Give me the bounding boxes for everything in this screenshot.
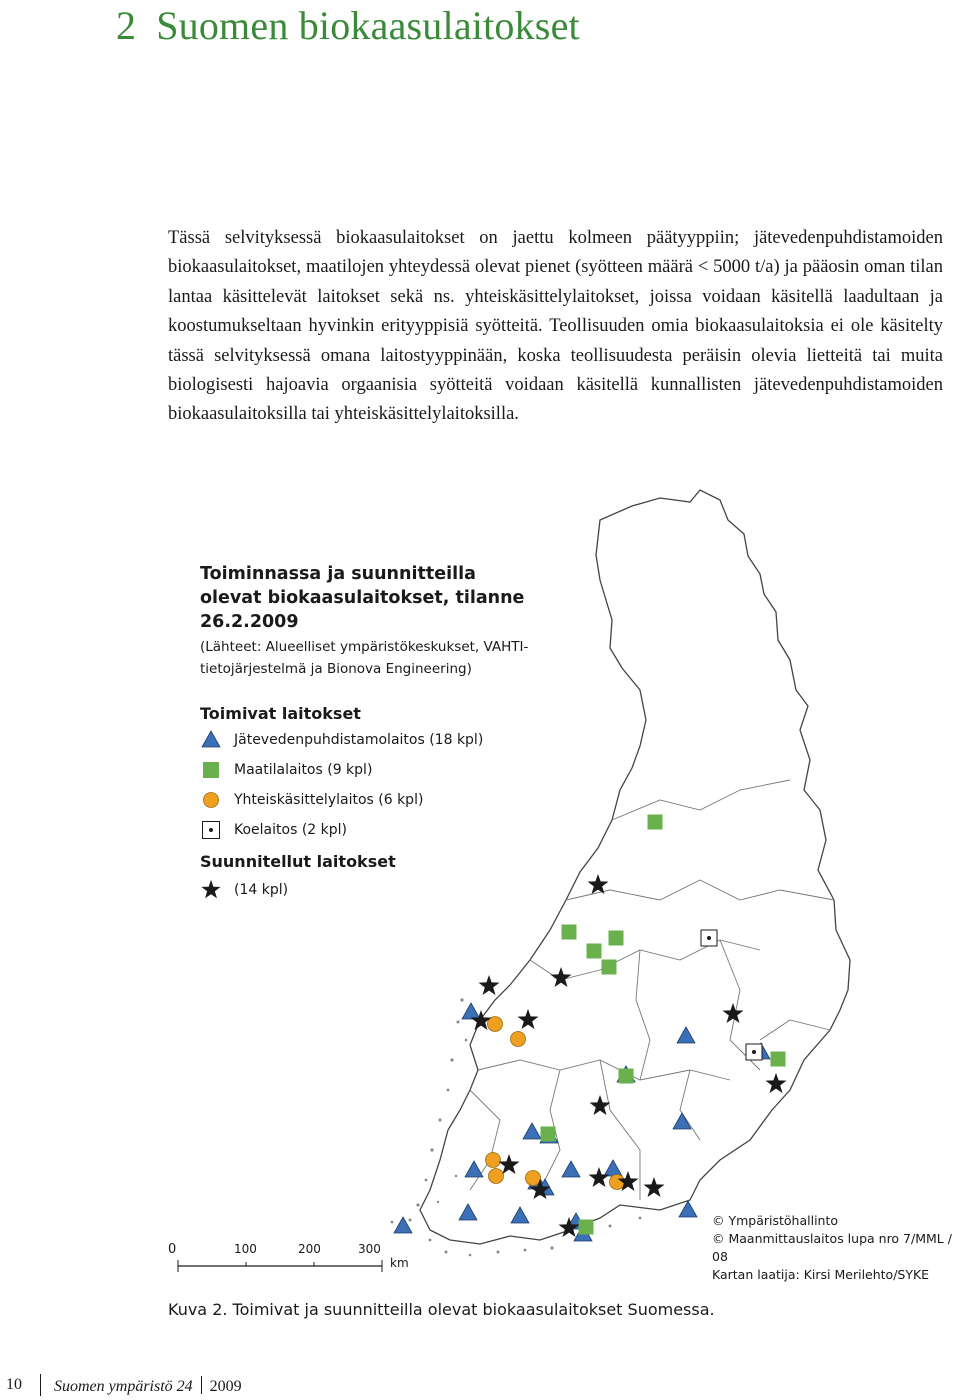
codigestion-plant-marker[interactable] bbox=[489, 1169, 504, 1184]
chapter-title bbox=[116, 2, 580, 49]
legend-item-codigestion bbox=[200, 788, 423, 812]
body-paragraph: Tässä selvityksessä biokaasulaitokset on jaettu kolmeen päätyyppiin; jätevedenpuhdistamoiden biokaasulaitokset, maatilojen yhteydessä olevat pienet (syötteen määrä < 5000 t/a) ja pääosin oman tilan lantaa käsittelevät laitokset sekä ns. yhteiskäsittelylaitokset, joissa voidaan käsitellä laadultaan ja koostumukseltaan hyvinkin erityyppisiä syötteitä. Teollisuuden omia biokaasulaitoksia ei ole käsitelty tässä selvityksessä omana laitostyyppinään, koska teollisuudesta peräisin olevia lietteitä tai muita biologisesti hajoavia orgaanisia syötteitä voidaan käsitellä kunnallisten jätevedenpuhdistamoiden biokaasulaitoksilla tai yhteiskäsittelylaitoksilla. bbox=[168, 228, 943, 425]
scale-tick-100: 100 bbox=[234, 1242, 257, 1256]
farm-plant-marker[interactable] bbox=[579, 1220, 594, 1235]
legend-item-pilot bbox=[200, 818, 347, 842]
footer-divider bbox=[40, 1374, 41, 1396]
planned-plant-marker[interactable] bbox=[479, 975, 500, 995]
series-year: 2009 bbox=[209, 1378, 242, 1395]
legend-label: Koelaitos (2 kpl) bbox=[234, 822, 347, 838]
legend-item-wastewater bbox=[200, 728, 483, 752]
page-footer bbox=[0, 1372, 960, 1400]
legend-item-farm bbox=[200, 758, 372, 782]
pilot-plant-marker[interactable] bbox=[701, 930, 717, 946]
farm-plant-marker[interactable] bbox=[562, 925, 577, 940]
legend-label: Jätevedenpuhdistamolaitos (18 kpl) bbox=[234, 732, 484, 748]
scale-tick-200: 200 bbox=[298, 1242, 321, 1256]
farm-plant-marker[interactable] bbox=[602, 960, 617, 975]
legend-active-heading: Toimivat laitokset bbox=[200, 704, 361, 723]
wastewater-plant-marker[interactable] bbox=[462, 1003, 480, 1019]
scale-unit: km bbox=[390, 1256, 409, 1270]
farm-plant-marker[interactable] bbox=[771, 1052, 786, 1067]
farm-plant-marker[interactable] bbox=[587, 944, 602, 959]
map-source: (Lähteet: Alueelliset ympäristökeskukset, VAHTI-tietojärjestelmä ja Bionova Engineering) bbox=[200, 639, 529, 677]
credit-line: Kartan laatija: Kirsi Merilehto/SYKE bbox=[712, 1267, 930, 1282]
codigestion-plant-marker[interactable] bbox=[486, 1153, 501, 1168]
legend-label: Maatilalaitos (9 kpl) bbox=[234, 762, 373, 778]
scale-tick-0: 0 bbox=[168, 1242, 177, 1257]
chapter-number: 2 bbox=[116, 3, 137, 48]
chapter-title-text: Suomen biokaasulaitokset bbox=[156, 3, 580, 48]
legend-planned-heading: Suunnitellut laitokset bbox=[200, 852, 396, 871]
farm-plant-marker[interactable] bbox=[609, 931, 624, 946]
circle-icon bbox=[200, 789, 222, 811]
series-name: Suomen ympäristö 24 bbox=[54, 1378, 193, 1395]
pilot-plant-marker[interactable] bbox=[746, 1044, 762, 1060]
footer-divider-inline bbox=[201, 1376, 202, 1394]
triangle-icon bbox=[200, 729, 222, 751]
star-icon bbox=[200, 879, 222, 901]
square-icon bbox=[200, 759, 222, 781]
map-credits bbox=[712, 1212, 960, 1284]
legend-label: Yhteiskäsittelylaitos (6 kpl) bbox=[234, 792, 424, 808]
scale-tick-300: 300 bbox=[358, 1242, 381, 1256]
map-title: Toiminnassa ja suunnitteilla olevat biokaasulaitokset, tilanne 26.2.2009 bbox=[200, 564, 525, 632]
footer-series bbox=[54, 1376, 242, 1396]
codigestion-plant-marker[interactable] bbox=[511, 1032, 526, 1047]
dot-square-icon bbox=[200, 819, 222, 841]
figure-caption: Kuva 2. Toimivat ja suunnitteilla olevat biokaasulaitokset Suomessa. bbox=[168, 1300, 715, 1319]
page-number: 10 bbox=[6, 1376, 22, 1393]
legend-item-planned bbox=[200, 878, 288, 902]
farm-plant-marker[interactable] bbox=[541, 1127, 556, 1142]
codigestion-plant-marker[interactable] bbox=[526, 1171, 541, 1186]
credit-line: © Ympäristöhallinto bbox=[712, 1213, 839, 1228]
credit-line: © Maanmittauslaitos lupa nro 7/MML / 08 bbox=[712, 1231, 952, 1264]
farm-plant-marker[interactable] bbox=[619, 1069, 634, 1084]
farm-plant-marker[interactable] bbox=[648, 815, 663, 830]
scale-bar bbox=[168, 1238, 408, 1278]
legend-label: (14 kpl) bbox=[234, 882, 289, 898]
